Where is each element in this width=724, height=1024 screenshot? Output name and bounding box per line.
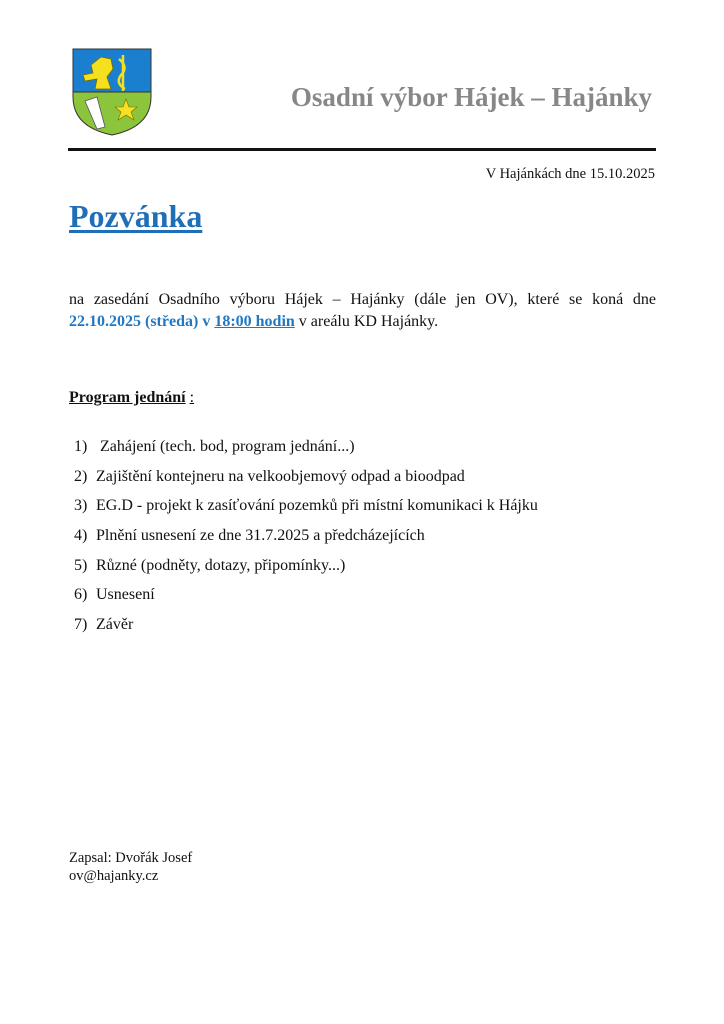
agenda-item (74, 436, 538, 466)
meeting-date: 22.10.2025 (středa) v (69, 313, 211, 330)
item-text: Zajištění kontejneru na velkoobjemový odpad a bioodpad (96, 467, 465, 485)
program-label: Program jednání (69, 389, 186, 406)
item-text: Závěr (96, 616, 134, 634)
author: Zapsal: Dvořák Josef (69, 850, 193, 866)
agenda-list (74, 436, 538, 644)
item-number: 2) (74, 467, 88, 485)
item-text: Zahájení (tech. bod, program jednání...) (96, 438, 355, 455)
agenda-item (74, 466, 538, 496)
signature-block (69, 849, 192, 885)
item-number: 3) (74, 497, 88, 515)
date-line: V Hajánkách dne 15.10.2025 (485, 166, 655, 182)
contact-email[interactable]: ov@hajanky.cz (69, 868, 159, 884)
item-text: Plnění usnesení ze dne 31.7.2025 a předcházejících (96, 527, 425, 545)
item-text: Různé (podněty, dotazy, připomínky...) (96, 556, 346, 574)
agenda-item (74, 495, 538, 525)
agenda-item (74, 584, 538, 614)
program-heading (69, 389, 194, 407)
item-text: EG.D - projekt k zasíťování pozemků při místní komunikaci k Hájku (96, 497, 538, 515)
agenda-item (74, 614, 538, 644)
intro-text: na zasedání Osadního výboru Hájek – Hajánky (dále jen OV), které se koná dne (69, 291, 656, 308)
meeting-time: 18:00 hodin (214, 313, 295, 330)
meeting-place: v areálu KD Hajánky. (298, 313, 439, 330)
item-text: Usnesení (96, 586, 155, 604)
agenda-item (74, 555, 538, 585)
document-heading: Pozvánka (69, 198, 203, 234)
coat-of-arms-logo (71, 47, 153, 137)
agenda-item (74, 525, 538, 555)
item-number: 6) (74, 586, 88, 604)
item-number: 7) (74, 616, 88, 634)
program-colon: : (189, 389, 195, 406)
item-number: 1) (74, 438, 88, 455)
item-number: 4) (74, 527, 88, 545)
intro-paragraph (69, 289, 656, 333)
header-divider (68, 148, 656, 151)
organization-title: Osadní výbor Hájek – Hajánky (290, 82, 652, 112)
item-number: 5) (74, 556, 88, 574)
